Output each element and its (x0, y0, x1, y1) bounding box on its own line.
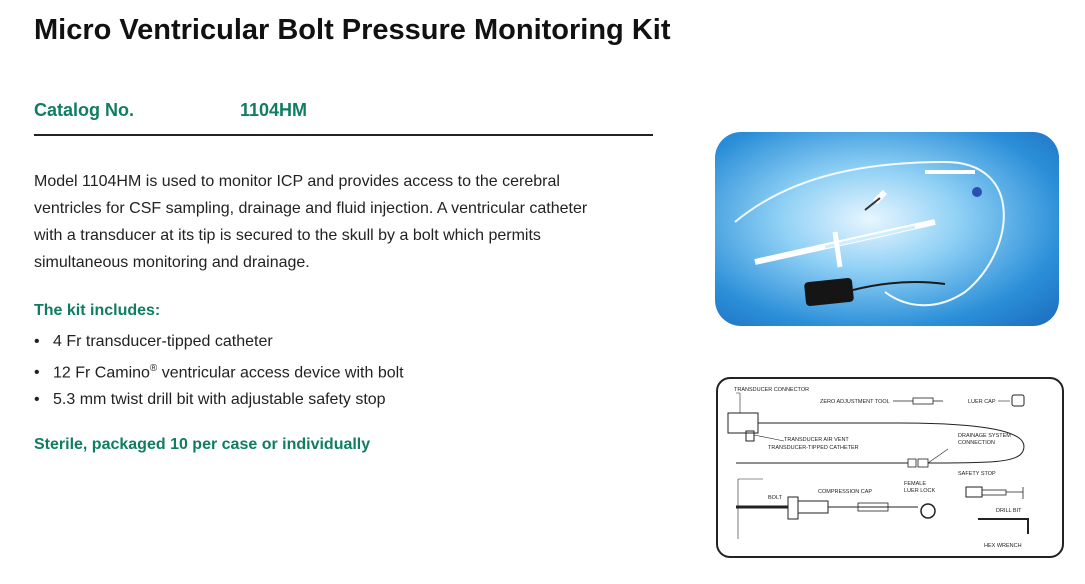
catalog-row (34, 100, 653, 136)
registered-mark: ® (149, 363, 158, 374)
list-item (34, 386, 404, 413)
label-drainage-connection: CONNECTION (958, 440, 995, 446)
description-line: Model 1104HM is used to monitor ICP and provides access to the cerebral (34, 173, 560, 190)
label-zero-adjustment-tool: ZERO ADJUSTMENT TOOL (820, 399, 890, 405)
label-transducer-tipped-catheter: TRANSDUCER-TIPPED CATHETER (768, 445, 859, 451)
packaging-note: Sterile, packaged 10 per case or individually (34, 436, 371, 453)
label-drill-bit: DRILL BIT (996, 508, 1022, 514)
kit-components-diagram (716, 377, 1064, 558)
list-item (34, 328, 404, 355)
kit-heading: The kit includes: (34, 302, 161, 319)
label-compression-cap: COMPRESSION CAP (818, 489, 873, 495)
list-item-text: 4 Fr transducer-tipped catheter (53, 333, 273, 350)
list-item-text: ventricular access device with bolt (157, 364, 404, 382)
list-item-text: 5.3 mm twist drill bit with adjustable safety stop (53, 391, 386, 409)
page-title: Micro Ventricular Bolt Pressure Monitoring Kit (34, 14, 671, 46)
diagram-illustration (718, 379, 1062, 556)
label-safety-stop: SAFETY STOP (958, 471, 996, 477)
list-item (34, 355, 404, 386)
label-hex-wrench: HEX WRENCH (984, 543, 1022, 549)
description-line: with a transducer at its tip is secured to the skull by a bolt which permits (34, 227, 541, 244)
label-luer-cap: LUER CAP (968, 399, 996, 405)
label-transducer-connector: TRANSDUCER CONNECTOR (734, 387, 810, 393)
catalog-number: 1104HM (240, 100, 308, 120)
list-item-text: 12 Fr Camino (53, 364, 150, 382)
label-bolt: BOLT (768, 495, 782, 501)
product-description (34, 168, 674, 276)
product-photo (715, 132, 1059, 326)
kit-items-list (34, 328, 404, 413)
label-transducer-air-vent: TRANSDUCER AIR VENT (784, 437, 849, 443)
label-female: FEMALE (904, 481, 927, 487)
catalog-label: Catalog No. (34, 100, 135, 120)
label-drainage-system: DRAINAGE SYSTEM (958, 433, 1011, 439)
product-photo-illustration (715, 132, 1059, 326)
bullet-icon: • (34, 391, 40, 409)
label-luer-lock: LUER LOCK (904, 488, 936, 494)
bullet-icon: • (34, 364, 40, 382)
description-line: ventricles for CSF sampling, drainage and fluid injection. A ventricular catheter (34, 200, 588, 217)
bullet-icon: • (34, 333, 40, 350)
description-line: simultaneous monitoring and drainage. (34, 254, 310, 271)
